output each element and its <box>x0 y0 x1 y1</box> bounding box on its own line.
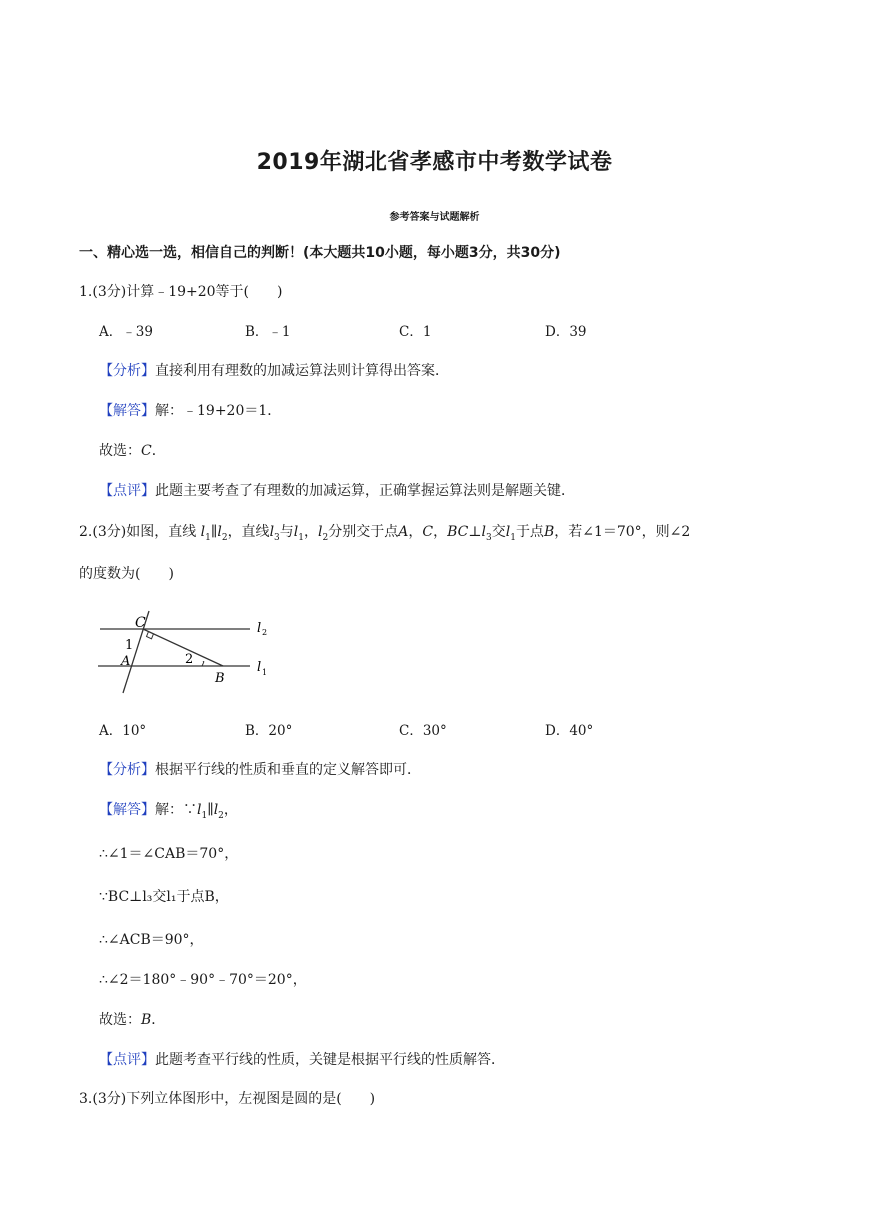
analysis-text: 根据平行线的性质和垂直的定义解答即可． <box>155 762 421 778</box>
section-heading: 一、精心选一选，相信自己的判断！(本大题共10小题，每小题3分，共30分) <box>79 245 561 261</box>
solution-text: 解：∵ <box>155 802 197 818</box>
solution-text: 解：﹣19+20＝1． <box>155 403 282 419</box>
choice-letter: B <box>141 1012 152 1028</box>
comment-text: 此题考查平行线的性质，关键是根据平行线的性质解答． <box>155 1052 505 1068</box>
q2-option-b: B．20° <box>245 723 293 739</box>
q1-comment <box>99 480 575 500</box>
q2-stem-math: $l_1\parallel l_2$，直线$l_3$与$l_1$，$l_2$分别交于点A，C，$BC\perp l_3$交$l_1$于点B，若∠1＝70°，则∠2 <box>200 524 691 543</box>
q2-stem <box>79 521 690 543</box>
label-2: 2 <box>185 652 194 667</box>
geometry-figure <box>95 605 275 697</box>
label-c: C <box>135 615 146 631</box>
q2-analysis <box>99 759 421 779</box>
q1-choice <box>99 440 166 460</box>
q2-stem-prefix: 2.(3分)如图，直线 <box>79 524 197 540</box>
solution-tag: 【解答】 <box>99 802 155 818</box>
analysis-tag: 【分析】 <box>99 363 155 379</box>
q1-option-d: D．39 <box>545 324 587 340</box>
label-a: A <box>121 654 131 669</box>
page-title: 2019年湖北省孝感市中考数学试卷 <box>256 150 613 175</box>
q2-choice <box>99 1009 165 1029</box>
choice-prefix: 故选： <box>99 1012 141 1028</box>
q2-step1: ∴∠1＝∠CAB＝70°， <box>99 846 239 862</box>
angle2-arc <box>202 662 204 667</box>
q1-option-a: A．﹣39 <box>99 324 153 340</box>
choice-suffix: ． <box>151 1012 166 1028</box>
label-l2-sub: 2 <box>262 628 268 637</box>
analysis-text: 直接利用有理数的加减运算法则计算得出答案． <box>155 363 449 379</box>
choice-letter: C <box>141 443 152 459</box>
segment-bc <box>143 629 223 666</box>
label-l1: l <box>257 660 262 675</box>
label-l1-sub: 1 <box>262 668 268 677</box>
page-subtitle: 参考答案与试题解析 <box>389 212 480 223</box>
q2-step2: ∵BC⊥l₃交l₁于点B， <box>99 889 229 905</box>
label-b: B <box>215 671 225 686</box>
comment-text: 此题主要考查了有理数的加减运算，正确掌握运算法则是解题关键． <box>155 483 575 499</box>
q2-option-c: C．30° <box>399 723 447 739</box>
q2-solution <box>99 799 238 821</box>
solution-tag: 【解答】 <box>99 403 155 419</box>
q2-stem-line2: 的度数为( ) <box>79 566 174 582</box>
q1-analysis <box>99 360 449 380</box>
choice-suffix: ． <box>151 443 166 459</box>
q3-stem: 3.(3分)下列立体图形中，左视图是圆的是( ) <box>79 1091 376 1107</box>
comment-tag: 【点评】 <box>99 1052 155 1068</box>
choice-prefix: 故选： <box>99 443 141 459</box>
q2-option-a: A．10° <box>99 723 147 739</box>
q1-option-c: C．1 <box>399 324 432 340</box>
q2-comment <box>99 1049 505 1069</box>
q2-step4: ∴∠2＝180°﹣90°﹣70°＝20°， <box>99 972 307 988</box>
q1-option-b: B．﹣1 <box>245 324 291 340</box>
q1-stem: 1.(3分)计算﹣19+20等于( ) <box>79 284 283 300</box>
q2-option-d: D．40° <box>545 723 594 739</box>
comment-tag: 【点评】 <box>99 483 155 499</box>
q2-step3: ∴∠ACB＝90°， <box>99 932 204 948</box>
q1-solution <box>99 400 281 420</box>
analysis-tag: 【分析】 <box>99 762 155 778</box>
label-l2: l <box>257 621 262 636</box>
label-1: 1 <box>125 638 134 653</box>
solution-math: $l_1\parallel l_2$， <box>197 802 238 821</box>
